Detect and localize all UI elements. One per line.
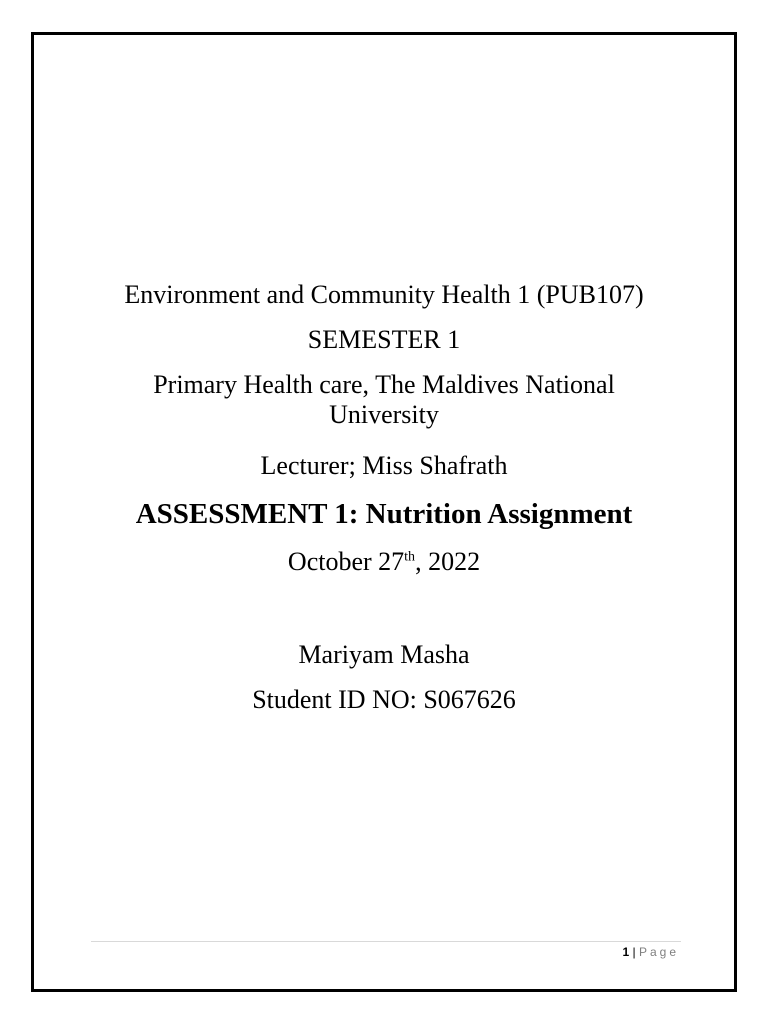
assessment-title: ASSESSMENT 1: Nutrition Assignment	[135, 498, 633, 530]
course-title: Environment and Community Health 1 (PUB107)	[124, 280, 644, 309]
page-number: 1	[622, 945, 630, 959]
date-year: , 2022	[415, 547, 481, 576]
student-name: Mariyam Masha	[298, 640, 470, 669]
semester: SEMESTER 1	[307, 325, 461, 354]
page-footer	[622, 944, 679, 960]
date-ordinal-suffix: th	[404, 549, 416, 565]
page-label: Page	[638, 945, 679, 959]
footer-divider	[91, 941, 681, 942]
date-month-day: October 27	[287, 547, 405, 576]
lecturer: Lecturer; Miss Shafrath	[260, 451, 508, 480]
student-id: Student ID NO: S067626	[252, 685, 516, 714]
footer-separator: |	[629, 945, 639, 959]
institution: Primary Health care, The Maldives National University	[153, 370, 615, 429]
submission-date	[0, 547, 768, 577]
